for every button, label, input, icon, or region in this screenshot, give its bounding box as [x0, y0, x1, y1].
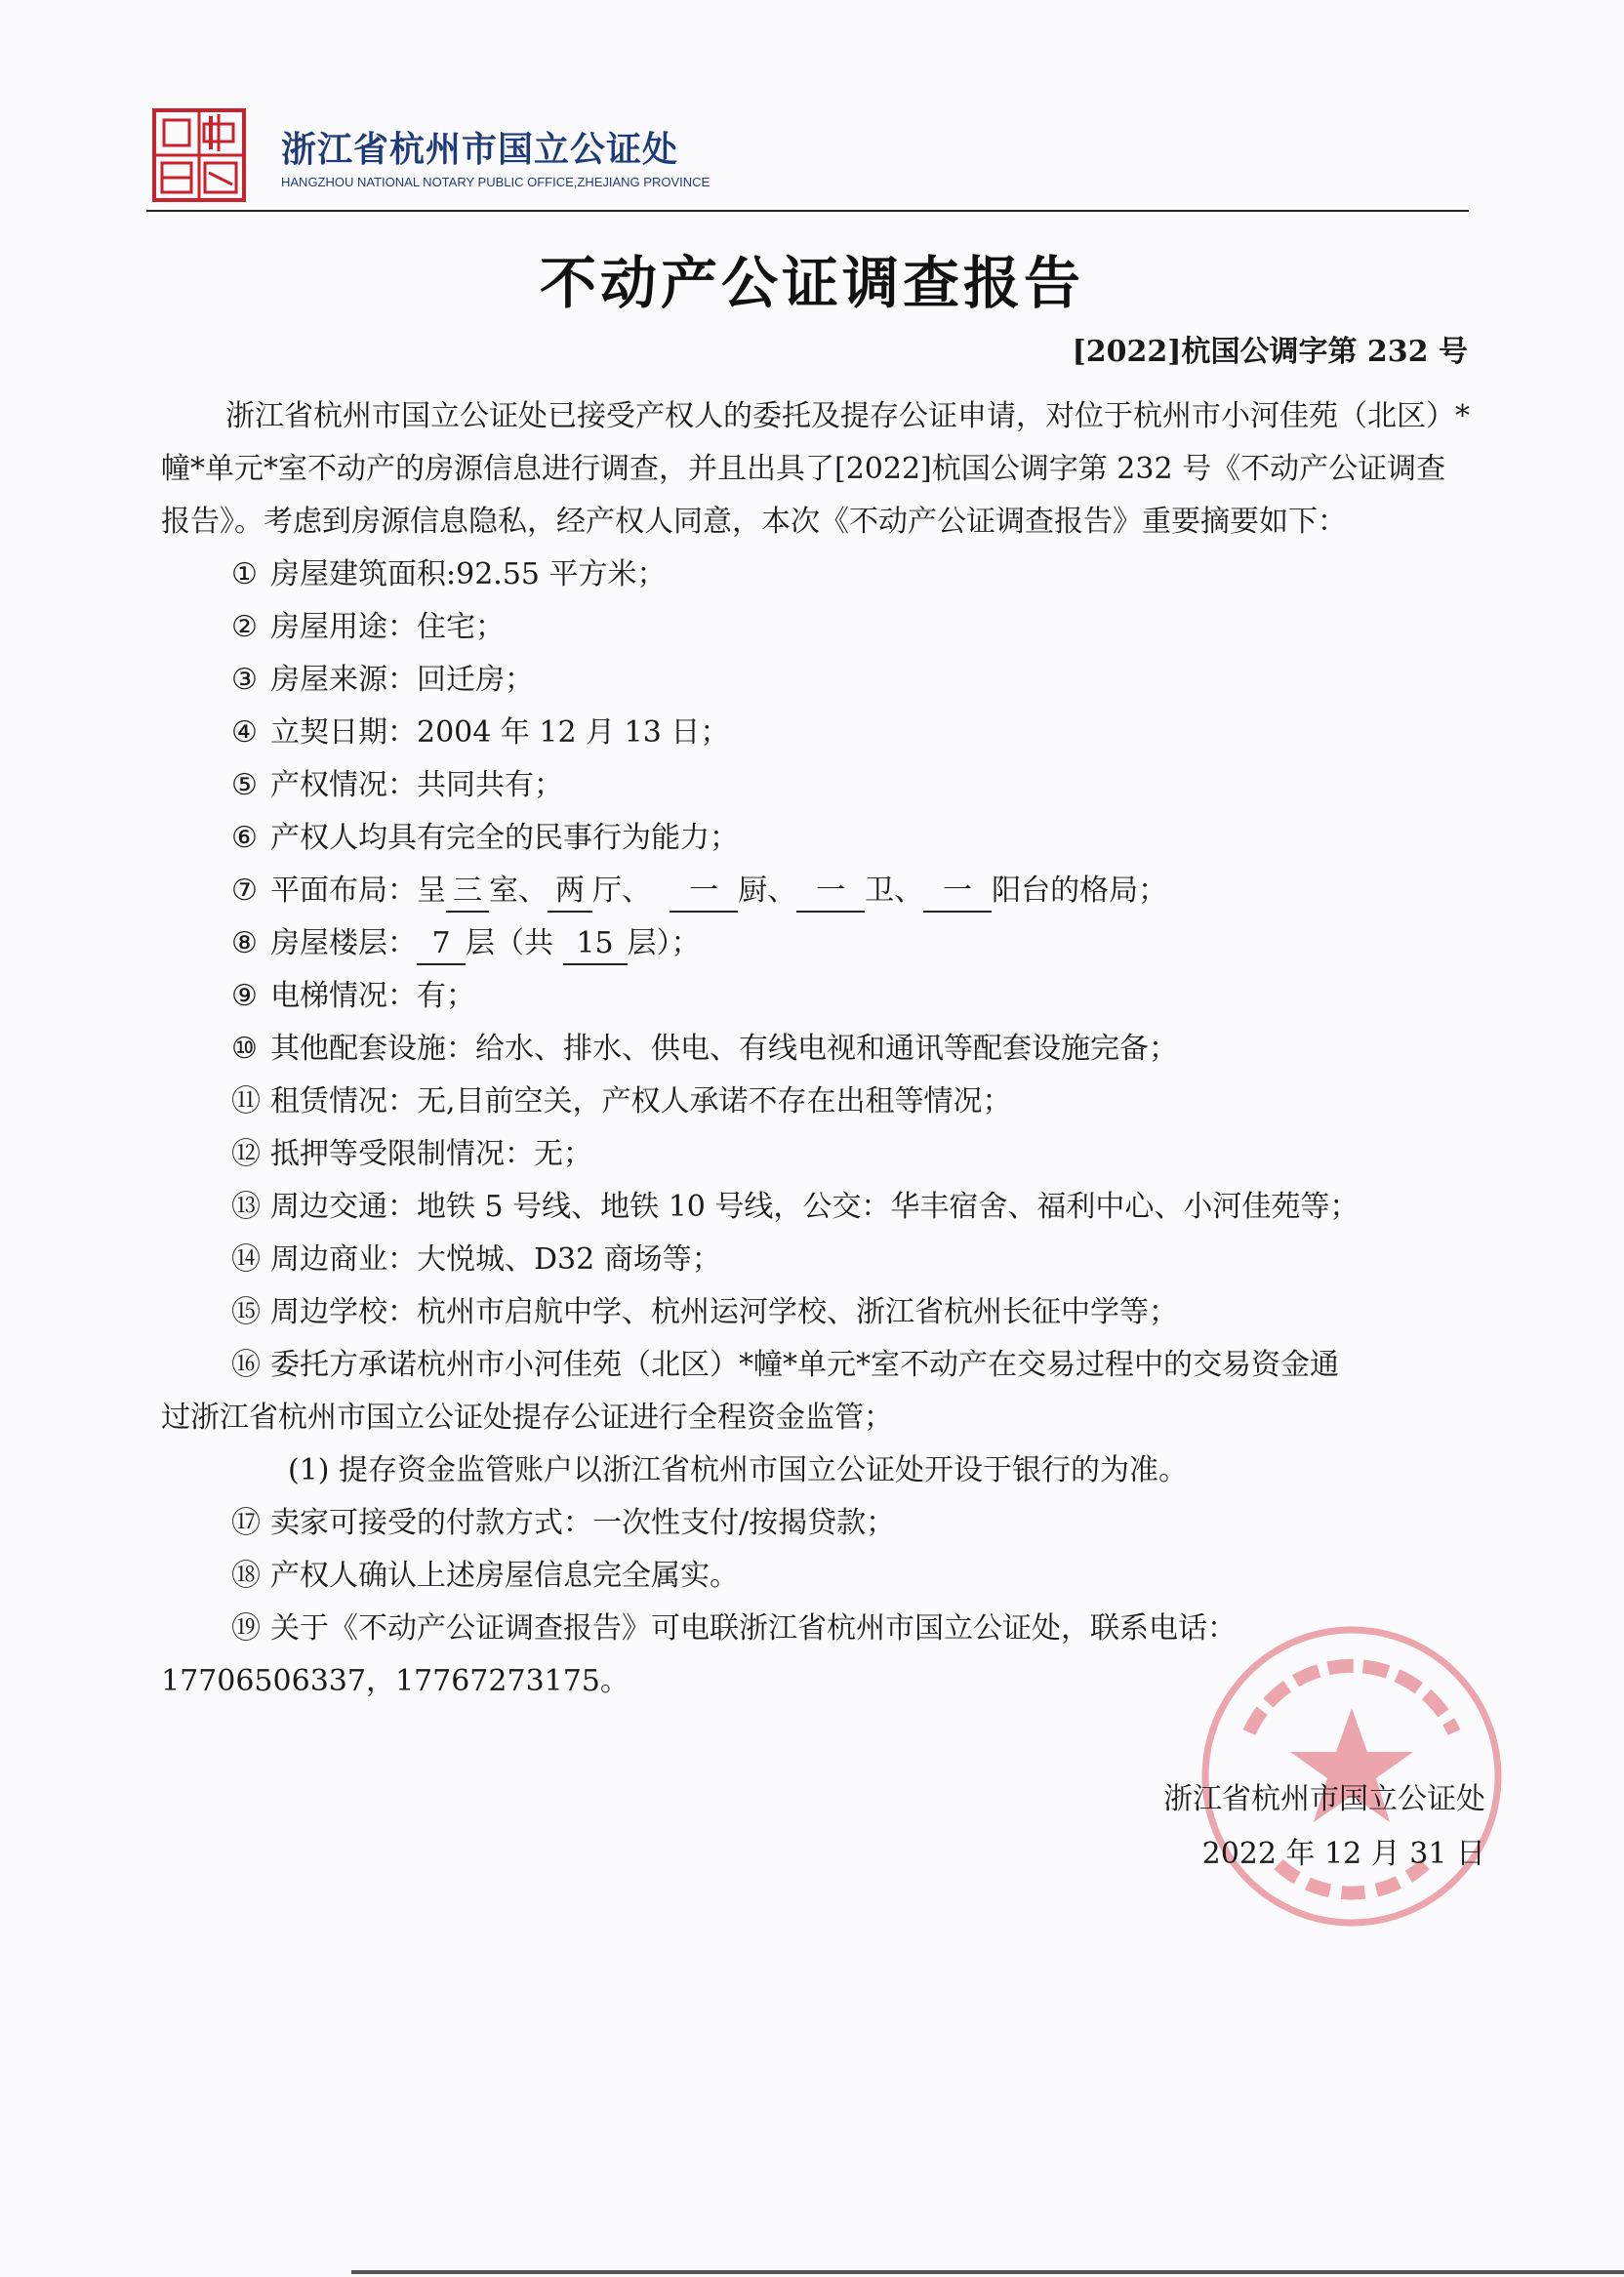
- list-item: ② 房屋用途：住宅；: [231, 610, 505, 644]
- list-item: ④ 立契日期：2004 年 12 月 13 日；: [231, 715, 730, 750]
- org-name-cn: 浙江省杭州市国立公证处: [281, 129, 679, 170]
- list-item: ① 房屋建筑面积:92.55 平方米；: [231, 557, 667, 591]
- list-item: ⑭ 周边商业：大悦城、D32 商场等；: [231, 1242, 721, 1277]
- report-body: [161, 390, 1474, 1708]
- notary-seal-icon: [150, 106, 248, 204]
- list-item: ⑮ 周边学校：杭州市启航中学、杭州运河学校、浙江省杭州长征中学等；: [231, 1295, 1178, 1329]
- signature-date: 2022 年 12 月 31 日: [1201, 1837, 1485, 1871]
- org-name-en: HANGZHOU NATIONAL NOTARY PUBLIC OFFICE,ZHEJIANG PROVINCE: [281, 175, 710, 189]
- page-title: 不动产公证调查报告: [539, 250, 1084, 316]
- list-item-contact: ⑲ 关于《不动产公证调查报告》可电联浙江省杭州市国立公证处，联系电话： 17706506337，17767273175。: [161, 1603, 1474, 1708]
- letterhead: [146, 102, 1474, 210]
- list-item: ⑨ 电梯情况：有；: [231, 979, 475, 1013]
- list-item: ⑥ 产权人均具有完全的民事行为能力；: [231, 821, 739, 855]
- list-item-commitment: ⑯ 委托方承诺杭州市小河佳苑（北区）*幢*单元*室不动产在交易过程中的交易资金通 过浙江省杭州市国立公证处提存公证进行全程资金监管；: [161, 1348, 1339, 1435]
- contact-phones: 17706506337，17767273175。: [161, 1664, 629, 1698]
- header-divider: [146, 210, 1469, 212]
- sub-item: (1) 提存资金监管账户以浙江省杭州市国立公证处开设于银行的为准。: [288, 1453, 1189, 1487]
- list-item: ⑫ 抵押等受限制情况：无；: [231, 1137, 592, 1171]
- floor-value: 7: [417, 924, 466, 965]
- list-item-layout: ⑦ 平面布局：呈 三 室、 两 厅、 一 厨、 一 卫、 一 阳台的格局；: [161, 865, 1474, 917]
- list-item: ⑪ 租赁情况：无,目前空关，产权人承诺不存在出租等情况；: [231, 1084, 1012, 1118]
- intro-paragraph: 浙江省杭州市国立公证处已接受产权人的委托及提存公证申请，对位于杭州市小河佳苑（北区）*幢*单元*室不动产的房源信息进行调查，并且出具了[2022]杭国公调字第 232 号《不动产公证调查报告》。考虑到房源信息隐私，经产权人同意，本次《不动产公证调查报告》重要摘要如下：: [161, 399, 1470, 539]
- list-item: ③ 房屋来源：回迁房；: [231, 663, 534, 697]
- list-item: ⑰ 卖家可接受的付款方式：一次性支付/按揭贷款；: [231, 1506, 896, 1540]
- balconies-value: 一: [923, 872, 992, 913]
- list-item-floor: ⑧ 房屋楼层： 7 层（共 15 层）；: [161, 917, 1474, 970]
- summary-list: [161, 549, 1474, 1708]
- total-floors-value: 15: [563, 924, 628, 965]
- list-item: ⑬ 周边交通：地铁 5 号线、地铁 10 号线，公交：华丰宿舍、福利中心、小河佳苑等；: [231, 1190, 1360, 1224]
- kitchens-value: 一: [670, 872, 738, 913]
- document-number: [2022]杭国公调字第 232 号: [1072, 335, 1468, 369]
- rooms-value: 三: [446, 872, 489, 913]
- list-item: ⑤ 产权情况：共同共有；: [231, 768, 563, 802]
- signature-org: 浙江省杭州市国立公证处: [1163, 1782, 1485, 1816]
- baths-value: 一: [796, 872, 865, 913]
- list-item: ⑱ 产权人确认上述房屋信息完全属实。: [231, 1559, 739, 1593]
- list-item: ⑩ 其他配套设施：给水、排水、供电、有线电视和通讯等配套设施完备；: [231, 1032, 1178, 1066]
- halls-value: 两: [548, 872, 592, 913]
- scan-edge-line: [351, 2270, 1624, 2274]
